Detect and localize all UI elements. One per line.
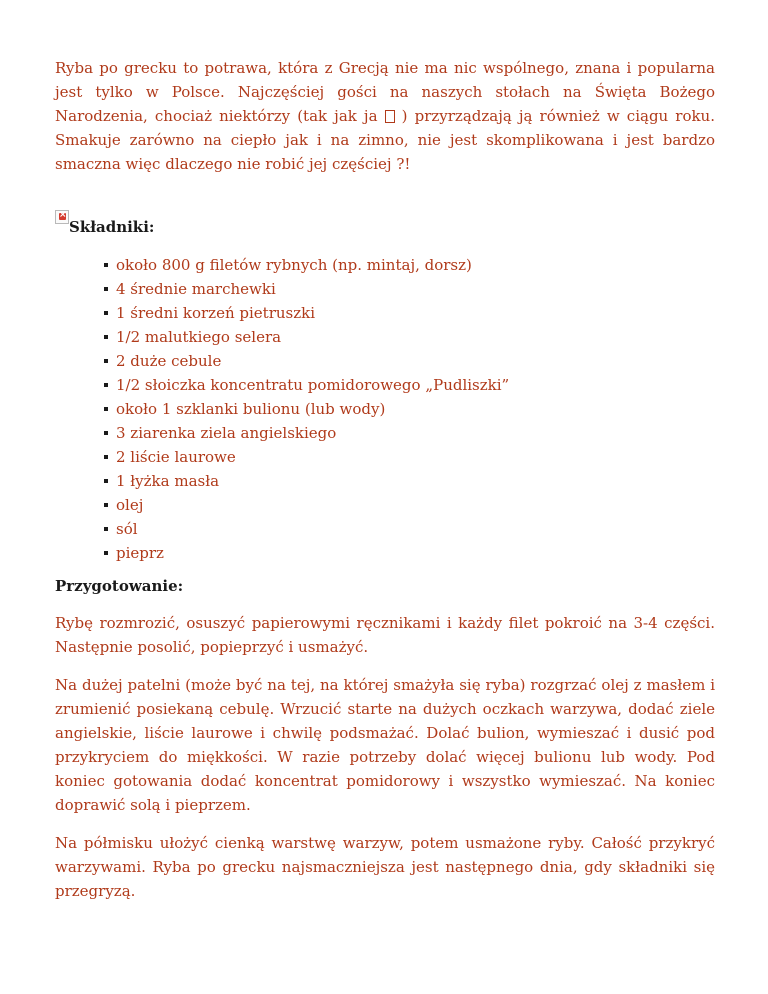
intro-text-end: ) przyrządzają ją również w ciągu roku. Smakuje zarówno na ciepło jak i na zimno, nie jest skomplikowana i jest bardzo smaczna więc dlaczego nie robić jej częściej ?! [55, 107, 715, 173]
list-item [104, 349, 715, 373]
broken-image-icon [55, 210, 69, 224]
ingredient-text: 2 duże cebule [116, 352, 222, 370]
smiley-icon [385, 110, 395, 123]
ingredient-text: 1 średni korzeń pietruszki [116, 304, 316, 322]
ingredient-text: 4 średnie marchewki [116, 280, 276, 298]
list-item [104, 301, 715, 325]
ingredient-text: 1/2 słoiczka koncentratu pomidorowego „Pudliszki” [116, 376, 510, 394]
bullet-icon [104, 359, 108, 363]
list-item [104, 277, 715, 301]
intro-paragraph [55, 56, 715, 176]
bullet-icon [104, 287, 108, 291]
bullet-icon [104, 335, 108, 339]
ingredient-text: pieprz [116, 544, 164, 562]
ingredients-list [55, 253, 715, 565]
list-item [104, 253, 715, 277]
bullet-icon [104, 431, 108, 435]
list-item [104, 469, 715, 493]
preparation-step-1: Rybę rozmrozić, osuszyć papierowymi ręcznikami i każdy filet pokroić na 3-4 części. Następnie posolić, popieprzyć i usmażyć. [55, 614, 715, 656]
bullet-icon [104, 527, 108, 531]
preparation-title: Przygotowanie: [55, 577, 184, 595]
list-item [104, 397, 715, 421]
ingredient-text: 3 ziarenka ziela angielskiego [116, 424, 337, 442]
list-item [104, 541, 715, 565]
bullet-icon [104, 503, 108, 507]
bullet-icon [104, 263, 108, 267]
ingredient-text: około 800 g filetów rybnych (np. mintaj, dorsz) [116, 256, 472, 274]
bullet-icon [104, 383, 108, 387]
ingredients-heading [55, 210, 715, 239]
preparation-step-2: Na dużej patelni (może być na tej, na której smażyła się ryba) rozgrzać olej z masłem i zrumienić posiekaną cebulę. Wrzucić starte na dużych oczkach warzywa, dodać ziele angielskie, liście laurowe i chwilę podsmażać. Dolać bulion, wymieszać i dusić pod przykryciem do miękkości. W razie potrzeby dolać więcej bulionu lub wody. Pod koniec gotowania dodać koncentrat pomidorowy i wszystko wymieszać. Na koniec doprawić solą i pieprzem. [55, 676, 715, 814]
ingredient-text: 2 liście laurowe [116, 448, 236, 466]
bullet-icon [104, 311, 108, 315]
bullet-icon [104, 455, 108, 459]
ingredient-text: sól [116, 520, 138, 538]
ingredient-text: olej [116, 496, 144, 514]
bullet-icon [104, 551, 108, 555]
list-item [104, 421, 715, 445]
list-item [104, 445, 715, 469]
list-item [104, 493, 715, 517]
list-item [104, 325, 715, 349]
list-item [104, 517, 715, 541]
bullet-icon [104, 407, 108, 411]
article [55, 56, 715, 917]
intro-text-start: Ryba po grecku to potrawa, która z Grecją nie ma nic wspólnego, znana i popularna jest tylko w Polsce. Najczęściej gości na naszych stołach na Święta Bożego Narodzenia, chociaż niektórzy (tak jak ja [55, 59, 715, 125]
ingredient-text: około 1 szklanki bulionu (lub wody) [116, 400, 386, 418]
list-item [104, 373, 715, 397]
ingredient-text: 1/2 malutkiego selera [116, 328, 282, 346]
ingredient-text: 1 łyżka masła [116, 472, 220, 490]
ingredients-title: Składniki: [69, 218, 155, 236]
preparation-step-3: Na półmisku ułożyć cienką warstwę warzyw, potem usmażone ryby. Całość przykryć warzywami. Ryba po grecku najsmaczniejsza jest następnego dnia, gdy składniki się przegryzą. [55, 834, 715, 900]
bullet-icon [104, 479, 108, 483]
